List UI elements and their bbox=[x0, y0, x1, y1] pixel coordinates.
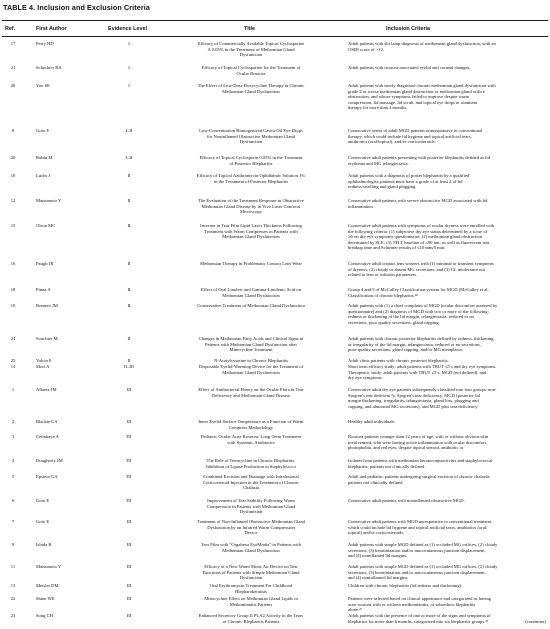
criteria-cell-line: obstruction, and whose symptoms failed to improve despite warm bbox=[348, 94, 470, 100]
author-cell: Ishida R bbox=[36, 542, 52, 547]
title-cell-line: Meibomian Gland Dysfunction bbox=[222, 292, 280, 298]
title-cell-line: Meibomian Gland Disease by in Vivo Laser Confocal bbox=[201, 203, 301, 209]
author-cell: Blackie CA bbox=[36, 419, 58, 424]
criteria-cell-line: compression, lid massage, lid scrub, and topical eye drops or ointment bbox=[348, 99, 478, 105]
header-inclusion-criteria: Inclusion Criteria bbox=[386, 26, 431, 32]
ref-cell: 22 bbox=[10, 596, 16, 601]
title-cell-line: Meibomian Gland Dysfunction bbox=[222, 234, 280, 240]
title-cell-line: Inner Eyelid Surface Temperature as a Function of Warm bbox=[198, 419, 304, 424]
author-cell: Goto E bbox=[36, 498, 50, 503]
author-cell: Yalcin E bbox=[36, 358, 52, 363]
title-cell-line: Meibomian Gland Dysfunction bbox=[222, 547, 280, 553]
title-cell-line: Efficacy of Topical Azithromycin Ophthalmic Solution 1% bbox=[196, 173, 306, 178]
evidence-level-cell: III bbox=[126, 387, 132, 392]
ref-cell: 12 bbox=[10, 198, 16, 203]
criteria-cell-line: antibiotics (oral/topical), and/or corticosteroids. bbox=[348, 139, 436, 145]
title-cell-line: Dysfunction bbox=[239, 52, 263, 58]
criteria-cell-line: Consecutive series of adult MGD patients nonresponsive to conventional bbox=[348, 128, 483, 133]
title-cell-line: Inhibition of Lipase Production in Staphylococci bbox=[206, 463, 296, 469]
criteria-cell-line: ophthalmologist; patients must have a grade of at least 2 of lid bbox=[348, 178, 463, 184]
criteria-cell-line: Adult patients with the presence of one or more of the signs and symptoms of bbox=[348, 613, 491, 618]
criteria-cell-line: and (4) nonnflamed lid margins. bbox=[348, 553, 408, 559]
title-cell-line: Patients with Meibomian Gland Dysfunction after bbox=[205, 341, 297, 347]
title-cell-line: Effect of Oral Linoleic and Gamma-Linolenic Acid on bbox=[200, 287, 302, 292]
criteria-cell-line: patients not clinically defined. bbox=[348, 479, 404, 485]
criteria-cell-line: photophobia, and red eyes, despite topical steroid, antibiotic or bbox=[348, 445, 464, 451]
title-cell-line: of Posterior Blepharitis bbox=[229, 160, 273, 166]
author-cell: Souchier M bbox=[36, 336, 58, 341]
title-cell-line: of Chronic Blepharitis Patients bbox=[222, 618, 280, 624]
criteria-cell-line: secretions, poor quality secretions, gland capping. bbox=[348, 319, 440, 325]
author-cell: Yoo SE bbox=[36, 83, 50, 88]
author-cell: Pinna A bbox=[36, 287, 51, 292]
criteria-cell-line: Adult patients with newly diagnosed chronic meibomian gland dysfunction with bbox=[348, 83, 496, 88]
title-cell-line: Meibomianitis Patients bbox=[229, 601, 273, 607]
title-cell-line: Functions of Patients with Simple Meibomian Gland bbox=[202, 569, 300, 575]
title-cell-line: Efficacy of a New Warm Moist Air Device on Tear bbox=[204, 564, 298, 569]
ref-cell: 17 bbox=[10, 41, 16, 46]
criteria-cell-line: therapy, which could include lid hygiene and topical artificial tears, bbox=[348, 133, 472, 139]
criteria-cell-line: Adult patients with simple MGD defined as (1) occluded MG orifices, (2) cloudy bbox=[348, 564, 498, 569]
header-ref: Ref. bbox=[5, 26, 16, 32]
ref-cell: 3 bbox=[11, 434, 15, 439]
title-cell-line: The Evaluation of the Treatment Response in Obstructive bbox=[198, 198, 304, 203]
criteria-cell-line: of dryness, (2) cloudy or absent MG secretions, and (3) CL intolerance not bbox=[348, 266, 486, 272]
evidence-level-cell: I bbox=[128, 65, 130, 70]
evidence-level-cell: I bbox=[128, 41, 130, 46]
continues-note: (continues) bbox=[525, 619, 546, 624]
criteria-cell-line: acne rosacea with or without meibomianitis, or seborrheic blepharitis bbox=[348, 601, 476, 607]
evidence-level-cell: II bbox=[127, 261, 131, 266]
author-cell: Matsumoto Y bbox=[36, 198, 62, 203]
criteria-cell-line: Sjogren's tear deficient ²y, Sjogren's tear deficiency, MGD (posterior lid bbox=[348, 392, 480, 398]
title-cell-line: in the Treatment of Posterior Blepharitis bbox=[213, 178, 289, 184]
author-cell: Goto E bbox=[36, 519, 50, 524]
criteria-cell-line: Consecutive adult patients presenting with posterior blepharitis defined as lid bbox=[348, 155, 490, 160]
criteria-cell-line: Consecutive adult contact lens wearers with (1) minimal or transient symptoms bbox=[348, 261, 494, 266]
title-cell-line: for Noninflamed Obstructive Meibomian Gland bbox=[206, 133, 296, 139]
criteria-cell-line: determined by SLE; (3) TFLT baseline of ≤90 nm; as well as fluorescein tear bbox=[348, 239, 490, 245]
author-cell: Dougherty JM bbox=[36, 458, 63, 463]
criteria-cell-line: Adult patients with (1) a chief complaint of MGD (ocular discomfort assessed by bbox=[348, 303, 498, 308]
title-cell-line: Minocycline Effect on Meibomian Gland Lipids in bbox=[204, 596, 298, 601]
criteria-cell-line: Adult patients with slit lamp diagnosis of meibomian gland dysfunction, with an bbox=[348, 41, 496, 46]
ref-cell: 15 bbox=[10, 223, 16, 228]
criteria-cell-line: Adult clinic patients with chronic posterior blepharitis. bbox=[348, 358, 449, 363]
evidence-level-cell: I bbox=[128, 83, 130, 88]
author-cell: Goto E bbox=[36, 128, 50, 133]
ref-cell: 24 bbox=[10, 336, 16, 341]
ref-cell: 1 bbox=[11, 387, 15, 392]
criteria-cell-line: blepharitis for more than 6 months, categorized into six blepharitis groups.²⁷ bbox=[348, 618, 489, 624]
title-cell-line: Efficacy of Commercially Available Topical Cyclosporine bbox=[197, 41, 305, 46]
title-cell-line: Treatment with Warm Compresses in Patients with bbox=[204, 228, 298, 234]
criteria-cell-line: margin thickening, irregularity, telangiectasia, gland loss, plugging and bbox=[348, 398, 479, 404]
ref-cell: 5 bbox=[11, 474, 15, 479]
author-cell: Perry HD bbox=[36, 41, 54, 46]
evidence-level-cell: II bbox=[127, 336, 131, 341]
author-cell: Matsumoto Y bbox=[36, 564, 62, 569]
criteria-cell-line: Consecutive adult dry eye patients subsequently classified into four groups: non- bbox=[348, 387, 497, 392]
ref-cell: 10 bbox=[10, 173, 16, 178]
title-cell-line: Meibomian Therapy in Problematic Contact Lens Wear bbox=[200, 261, 302, 266]
criteria-cell-line: Patients were selected based on clinical appearance and categorized as having bbox=[348, 596, 492, 601]
author-cell: Paugh JR bbox=[36, 261, 54, 266]
title-cell-line: Blepharokeratitis bbox=[235, 588, 267, 594]
title-cell-line: Meibomian Gland Dysfunction bbox=[222, 369, 280, 375]
criteria-cell-line: Adult patients with a diagnosis of poster blepharitis by a qualified bbox=[348, 173, 470, 178]
criteria-cell-line: Consecutive adult patients with symptoms of ocular dryness were enrolled with bbox=[348, 223, 495, 228]
criteria-cell-line: Consecutive adult patients with noninflamed obstructive MGD. bbox=[348, 498, 465, 503]
criteria-cell-line: capping, and abnormal MG secretions), and MGD plus tear deficiency. bbox=[348, 403, 479, 409]
evidence-level-cell: II bbox=[127, 303, 131, 308]
ref-cell: 6 bbox=[11, 498, 15, 503]
ref-cell: 26 bbox=[10, 83, 16, 88]
ref-cell: 20 bbox=[10, 155, 16, 160]
criteria-cell-line: secretions, (3) keratinization and/or mucocutaneous junction displacement, bbox=[348, 569, 486, 575]
author-cell: Albietz JM bbox=[36, 387, 57, 392]
title-cell-line: Chalazia bbox=[242, 485, 260, 491]
author-cell: Mori A bbox=[36, 364, 50, 369]
criteria-cell-line: redness or thickening of the lid margin, telangiectasia, reduced or no bbox=[348, 314, 474, 320]
criteria-cell-line: and (4) noninflamed lid margins. bbox=[348, 575, 409, 581]
author-cell: Schechter BA bbox=[36, 65, 62, 70]
title-cell-line: Dysfunction bbox=[239, 139, 263, 145]
ref-cell: 7 bbox=[11, 519, 15, 524]
author-cell: Song CH bbox=[36, 613, 53, 618]
author-cell: Olson MC bbox=[36, 223, 56, 228]
title-cell-line: The Effect of Low-Dose Doxycycline Therapy in Chronic bbox=[197, 83, 305, 88]
ref-cell: 13 bbox=[10, 583, 16, 588]
criteria-cell-line: related to lens or solution parameters. bbox=[348, 272, 418, 278]
author-cell: Shine WE bbox=[36, 596, 55, 601]
ref-cell: 2 bbox=[11, 419, 15, 424]
evidence-level-cell: III bbox=[126, 519, 132, 524]
criteria-cell-line: ≥6 on dry eye symptoms questionnaire; (2) meibomian gland obstruction bbox=[348, 234, 483, 240]
evidence-level-cell: III bbox=[126, 583, 132, 588]
ref-cell: 14 bbox=[10, 364, 16, 369]
criteria-cell-line: breakup time and Schirmer results of ≤10 mm/5 min. bbox=[348, 245, 446, 251]
evidence-level-cell: III bbox=[126, 434, 132, 439]
ref-cell: 23 bbox=[10, 613, 16, 618]
criteria-cell-line: the following criteria: (1) subjective dry eye status determined by a score of bbox=[348, 228, 488, 234]
title-cell-line: A 0.05% in the Treatment of Meibomian Gland bbox=[207, 46, 295, 52]
criteria-cell-line: Therapeutic study: adult patients with TBUT ≤5 s, MGD (not defined), and bbox=[348, 369, 487, 375]
title-cell-line: Changes in Meibomian Fatty Acids and Clinical Signs in bbox=[198, 336, 304, 341]
title-cell-line: Microscopy bbox=[240, 209, 262, 215]
criteria-cell-line: topical) and/or corticosteroids. bbox=[348, 530, 405, 536]
title-cell-line: Efficacy of Topical Cyclosporin 0.05% in the Treatment bbox=[199, 155, 303, 160]
criteria-cell-line: alone.²⁷ bbox=[348, 607, 363, 613]
criteria-cell-line: secretions, (3) keratinization and/or mucocutaneous junction displacement, bbox=[348, 547, 486, 553]
title-cell-line: Compression in Patients with Meibomian Gland bbox=[206, 503, 296, 509]
author-cell: Rubin M bbox=[36, 155, 53, 160]
title-cell-line: Dysfunction by an Infrared Warm Compression bbox=[207, 524, 295, 530]
title-cell-line: Dysfunction bbox=[239, 509, 263, 515]
evidence-level-cell: III bbox=[126, 613, 132, 618]
author-cell: Luchs J bbox=[36, 173, 51, 178]
ref-cell: 4 bbox=[11, 458, 15, 463]
title-cell-line: Ocular Rosacea bbox=[236, 70, 266, 76]
criteria-cell-line: Adult patients with simple MGD defined as (1) occluded MG orifices, (2) cloudy bbox=[348, 542, 498, 547]
title-cell-line: Effect of Antibacterial Honey on the Ocular Flora in Tear bbox=[198, 387, 304, 392]
evidence-level-cell: III bbox=[126, 596, 132, 601]
title-cell-line: The Role of Tetracycline in Chronic Blepharitis: bbox=[206, 458, 296, 463]
criteria-cell-line: Adult patients with chronic posterior blepharitis defined by redness, thickening, bbox=[348, 336, 495, 341]
title-cell-line: Dysfunction bbox=[239, 575, 263, 581]
criteria-cell-line: involvement, who were having active inflammation with ocular discomfort, bbox=[348, 439, 488, 445]
title-cell-line: Pediatric Ocular Acne Rosacea: Long-Term Treatment bbox=[200, 434, 302, 439]
evidence-level-cell: II bbox=[127, 287, 131, 292]
criteria-cell-line: OSDI score of >12. bbox=[348, 46, 385, 52]
criteria-cell-line: Consecutive adult patients with severe obstructive MGD associated with lid bbox=[348, 198, 488, 203]
evidence-level-cell: III bbox=[126, 542, 132, 547]
criteria-cell-line: Short term efficacy study: adult patients with TBUT ≤5 s and dry eye symptoms. bbox=[348, 364, 497, 369]
title-cell-line: Improvement of Tear Stability Following Warm bbox=[207, 498, 295, 503]
title-cell-line: Disposable Eyelid-Warming Device for the Treatment of bbox=[198, 364, 304, 369]
title-cell-line: Device bbox=[244, 530, 258, 536]
title-cell-line: Meibomian Gland Dysfunction bbox=[222, 88, 280, 94]
criteria-cell-line: or irregularity of the lid margin, telangiectasia, reduced or no secretions, bbox=[348, 341, 481, 347]
criteria-cell-line: inflammation. bbox=[348, 203, 374, 209]
title-cell-line: Deficiency and Meibomian Gland Disease bbox=[211, 392, 291, 398]
title-cell-line: N-Acetylcysteine in Chronic Blepharitis bbox=[213, 358, 289, 363]
table-caption: TABLE 4. Inclusion and Exclusion Criteria bbox=[3, 3, 150, 12]
criteria-cell-line: Group 4 and 5 of McCulley Classification system for MGD (McCulley et al. bbox=[348, 287, 489, 292]
evidence-level-cell: II bbox=[127, 223, 131, 228]
criteria-cell-line: dry eye symptoms. bbox=[348, 375, 383, 381]
criteria-cell-line: Adult patients with rosacea-associated eyelid and corneal changes. bbox=[348, 65, 471, 70]
evidence-level-cell: I–II bbox=[125, 155, 133, 160]
evidence-level-cell: III bbox=[126, 458, 132, 463]
criteria-cell-line: grade 2 or worse meibomian gland destruction or meibomian gland orifice bbox=[348, 88, 485, 94]
author-cell: Meisler DM bbox=[36, 583, 59, 588]
title-cell-line: Corticosteroid Injection in the Treatment of Chronic bbox=[203, 479, 299, 485]
criteria-cell-line: Healthy adult individuals. bbox=[348, 419, 396, 424]
title-cell-line: Low-Concentration Homogenized Castor Oil Eye Drops bbox=[199, 128, 303, 133]
evidence-level-cell: III bbox=[126, 498, 132, 503]
criteria-cell-line: blepharitis; patients not clinically defined. bbox=[348, 463, 426, 469]
ref-cell: 19 bbox=[10, 303, 16, 308]
criteria-cell-line: Adult and pediatric patients undergoing surgical excision of chronic chalazia; bbox=[348, 474, 491, 479]
evidence-level-cell: III bbox=[126, 419, 132, 424]
author-cell: Cetinkaya A bbox=[36, 434, 59, 439]
criteria-cell-line: Classification of chronic blepharitis.²⁸ bbox=[348, 292, 418, 298]
title-cell-line: Increase in Tear Film Lipid Layer Thickness Following bbox=[200, 223, 302, 228]
title-cell-line: with Systemic Antibiotics bbox=[227, 439, 275, 445]
title-cell-line: Oral Erythromycin Treatment For Childhood bbox=[209, 583, 293, 588]
evidence-level-cell: III bbox=[126, 474, 132, 479]
criteria-cell-line: poor-quality secretions, gland capping, and/or MG metaplasia. bbox=[348, 347, 463, 353]
title-cell-line: Combined Excision and Drainage with Intralesional bbox=[203, 474, 299, 479]
ref-cell: 25 bbox=[10, 358, 16, 363]
header-evidence-level: Evidence Level bbox=[108, 26, 147, 32]
criteria-cell-line: Isolates from patients with meibomian keratoconjunctivitis and staphylococcal bbox=[348, 458, 493, 463]
evidence-level-cell: I–II bbox=[125, 128, 133, 133]
header-first-author: First Author bbox=[36, 26, 67, 32]
criteria-cell-line: which could include lid hygiene and topical artificial tears, antibiotics (oral/ bbox=[348, 524, 488, 530]
title-cell-line: Tear Film with "Orgahexa EyeMasks" in Patients with bbox=[201, 542, 301, 547]
ref-cell: 11 bbox=[10, 564, 16, 569]
title-cell-line: Enhanced Secretory Group II PLA2 Activity in the Tears bbox=[198, 613, 304, 618]
criteria-cell-line: redness/swelling and gland plugging. bbox=[348, 184, 417, 190]
evidence-level-cell: II bbox=[127, 198, 131, 203]
criteria-cell-line: therapy for more than 2 months. bbox=[348, 105, 408, 111]
evidence-level-cell: II bbox=[127, 358, 131, 363]
ref-cell: 16 bbox=[10, 261, 16, 266]
evidence-level-cell: III bbox=[126, 564, 132, 569]
criteria-cell-line: questionnaire) and (2) diagnosis of MGD with two or more of the following: bbox=[348, 308, 489, 314]
criteria-cell-line: erythema and MG telangiectasia. bbox=[348, 160, 409, 166]
header-title: Title bbox=[244, 26, 255, 32]
ref-cell: 8 bbox=[11, 128, 15, 133]
author-cell: Romero JM bbox=[36, 303, 58, 308]
author-cell: Epstein GA bbox=[36, 474, 58, 479]
ref-cell: 18 bbox=[10, 287, 16, 292]
title-cell-line: Treatment of Non-Inflamed Obstructive Meibomian Gland bbox=[196, 519, 306, 524]
criteria-cell-line: Rosacea patients younger than 12 years of age, with or without obvious skin bbox=[348, 434, 489, 439]
criteria-cell-line: Consecutive adult patients with MGD unresponsive to conventional treatment, bbox=[348, 519, 493, 524]
title-cell-line: Minocycline Treatment bbox=[229, 347, 273, 353]
title-cell-line: Compress Methodology bbox=[228, 424, 274, 430]
ref-cell: 21 bbox=[10, 65, 16, 70]
ref-cell: 9 bbox=[11, 542, 15, 547]
evidence-level-cell: II–III bbox=[124, 364, 134, 369]
title-cell-line: Efficacy of Topical Cyclosporine for the Treatment of bbox=[201, 65, 301, 70]
evidence-level-cell: II bbox=[127, 173, 131, 178]
title-cell-line: Conservative Treatment of Meibomian Gland Dysfunction bbox=[197, 303, 305, 308]
criteria-cell-line: Children with chronic blepharitis (lid redness and thickening). bbox=[348, 583, 463, 588]
